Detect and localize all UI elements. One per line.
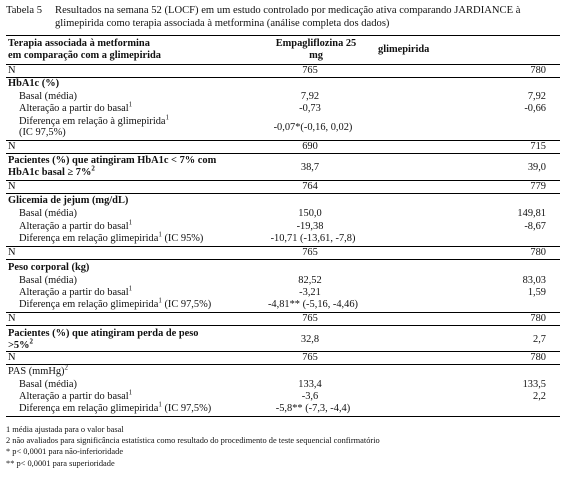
header-col2-line2: mg — [309, 50, 323, 61]
row-label-cont: >5%$^2$ — [8, 337, 34, 351]
row-value-empa: -4,81** (-5,16, -4,46) — [267, 299, 359, 310]
row-value-glim: 133,5 — [522, 379, 546, 390]
row-label: Alteração a partir do basal$^1$ — [19, 284, 133, 298]
header-col2-line1: Empagliflozina 25 — [275, 38, 357, 49]
row-value-glim: 39,0 — [527, 162, 546, 173]
row-label: N — [8, 352, 16, 363]
header-col1-line1: Terapia associada à metformina — [8, 38, 150, 49]
table-row — [6, 78, 560, 91]
row-value-glim: 7,92 — [527, 91, 546, 102]
row-label: N — [8, 65, 16, 76]
footnote: 2 não avaliados para significância estatística como resultado do procedimento de teste sequencial confirmatório — [6, 436, 380, 446]
row-label-cont: (IC 97,5%) — [19, 127, 66, 138]
table-title: Resultados na semana 52 (LOCF) em um estudo controlado por medicação ativa comparando JARDIANCE à glimepirida como terapia associada à metformina (análise completa dos dados) — [55, 5, 521, 29]
table-row — [6, 247, 560, 260]
row-value-glim: 780 — [530, 352, 546, 363]
footnote: ** p< 0,0001 para superioridade — [6, 458, 115, 468]
table-row — [6, 194, 560, 208]
row-value-empa: -3,6 — [301, 391, 319, 402]
row-label: N — [8, 141, 16, 152]
row-label: Diferença em relação glimepirida$^1$ (IC 97,5%) — [19, 400, 212, 414]
row-value-glim: 780 — [530, 65, 546, 76]
section-heading: HbA1c (%) — [8, 78, 60, 89]
section-heading: PAS (mmHg)$^2$ — [8, 363, 68, 377]
row-value-empa: -3,21 — [299, 287, 321, 298]
row-value-glim: -8,67 — [524, 221, 546, 232]
row-value-empa: -10,71 (-13,61, -7,8) — [270, 233, 356, 244]
header-col1-line2: em comparação com a glimepirida — [8, 50, 161, 61]
row-value-glim: 2,2 — [533, 391, 546, 402]
section-heading: Glicemia de jejum (mg/dL) — [8, 195, 129, 206]
section-heading: Peso corporal (kg) — [8, 262, 90, 273]
footnote: * p< 0,0001 para não-inferioridade — [6, 447, 124, 457]
table-row — [6, 218, 560, 233]
table-row — [6, 313, 560, 326]
row-label: N — [8, 181, 16, 192]
row-label: N — [8, 247, 16, 258]
table-row — [6, 284, 560, 299]
row-label: Basal (média) — [19, 379, 77, 390]
footnote: 1 média ajustada para o valor basal — [6, 425, 124, 434]
results-table — [6, 35, 560, 417]
table-row — [6, 100, 560, 116]
table-row — [6, 352, 560, 365]
row-label: Diferença em relação à glimepirida$^1$ — [19, 113, 170, 127]
row-label: Diferença em relação glimepirida$^1$ (IC 95%) — [19, 230, 204, 244]
table-header — [6, 35, 560, 65]
row-value-empa: 7,92 — [300, 91, 320, 102]
table-row — [6, 141, 560, 154]
table-row — [6, 113, 560, 141]
row-value-empa: 765 — [302, 352, 318, 363]
table-row — [6, 400, 560, 417]
row-value-empa: 690 — [302, 141, 318, 152]
row-value-empa: -19,38 — [296, 221, 324, 232]
footnotes — [6, 424, 562, 469]
row-value-empa: -0,07*(-0,16, 0,02) — [273, 122, 353, 133]
row-label: N — [8, 313, 16, 324]
row-label: Basal (média) — [19, 275, 77, 286]
row-value-empa: 32,8 — [300, 334, 320, 345]
row-label: Pacientes (%) que atingiram perda de peso — [8, 328, 199, 339]
row-label-cont: HbA1c basal ≥ 7%$^2$ — [8, 164, 95, 178]
row-value-glim: 715 — [530, 141, 546, 152]
row-value-empa: 765 — [302, 65, 318, 76]
table-number: Tabela 5 — [6, 5, 43, 16]
row-value-glim: 2,7 — [533, 334, 546, 345]
table-row — [6, 365, 560, 379]
row-value-glim: 780 — [530, 247, 546, 258]
row-value-empa: 765 — [302, 313, 318, 324]
table-row — [6, 208, 560, 221]
row-value-glim: 149,81 — [517, 208, 546, 219]
row-value-empa: 82,52 — [298, 275, 322, 286]
table-row — [6, 296, 560, 313]
row-value-glim: -0,66 — [524, 103, 546, 114]
row-label: Basal (média) — [19, 208, 77, 219]
row-label: Diferença em relação glimepirida$^1$ (IC 97,5%) — [19, 296, 212, 310]
row-value-glim: 83,03 — [522, 275, 546, 286]
row-label: Basal (média) — [19, 91, 77, 102]
table-row — [6, 260, 560, 275]
table-row — [6, 275, 560, 287]
header-col3: glimepirida — [378, 44, 430, 55]
table-row — [6, 230, 560, 247]
table-row — [6, 326, 560, 352]
row-label: Pacientes (%) que atingiram HbA1c < 7% com — [8, 155, 217, 166]
row-label: Alteração a partir do basal$^1$ — [19, 218, 133, 232]
table-row — [6, 91, 560, 103]
row-value-glim: 1,59 — [527, 287, 546, 298]
row-value-empa: 765 — [302, 247, 318, 258]
row-value-empa: 764 — [302, 181, 318, 192]
row-value-glim: 779 — [530, 181, 546, 192]
table-row — [6, 181, 560, 194]
table-row — [6, 65, 560, 78]
row-value-glim: 780 — [530, 313, 546, 324]
row-value-empa: 150,0 — [298, 208, 322, 219]
row-label: Alteração a partir do basal$^1$ — [19, 388, 133, 402]
table-row — [6, 154, 560, 181]
row-value-empa: 38,7 — [300, 162, 320, 173]
row-value-empa: -0,73 — [299, 103, 321, 114]
row-label: Alteração a partir do basal$^1$ — [19, 100, 133, 114]
row-value-empa: -5,8** (-7,3, -4,4) — [275, 403, 351, 414]
table-row — [6, 388, 560, 403]
table-row — [6, 379, 560, 391]
row-value-empa: 133,4 — [298, 379, 322, 390]
